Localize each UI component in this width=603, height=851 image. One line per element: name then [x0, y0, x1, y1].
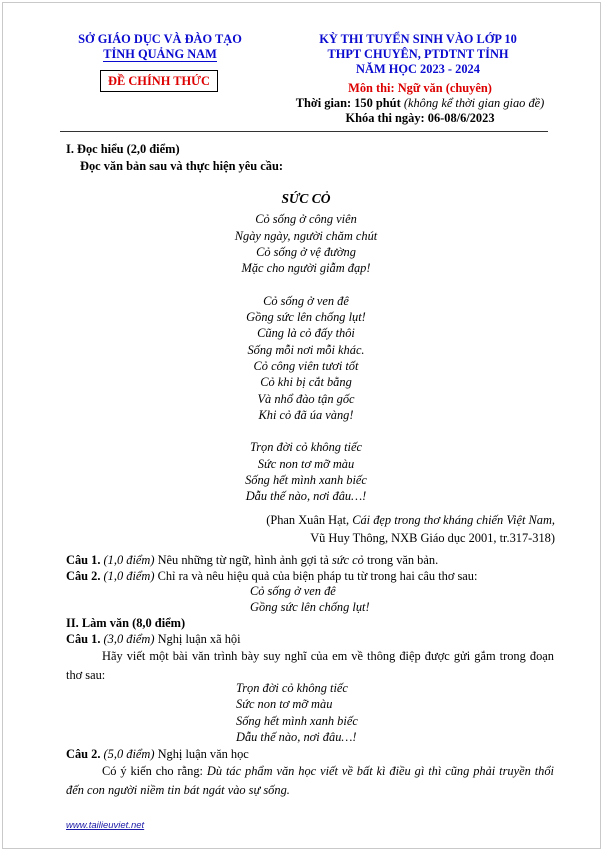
quoted-line: Dẫu thế nào, nơi đâu…!: [236, 729, 357, 744]
poem-line: Cỏ sống ở vệ đường: [256, 244, 356, 259]
poem-line: Ngày ngày, người chăm chút: [234, 228, 378, 243]
poem-line: Khi cỏ đã úa vàng!: [258, 407, 354, 422]
poem-source: [250, 511, 555, 547]
question-label: Câu 2.: [66, 747, 101, 761]
question-points: (1,0 điểm): [103, 553, 155, 567]
part1-question-2: [66, 568, 477, 584]
poem-line: Sống hết mình xanh biếc: [245, 473, 367, 488]
prompt-intro: Có ý kiến cho rằng:: [102, 764, 203, 778]
poem: [60, 191, 552, 505]
poem-line: Mặc cho người giẫm đạp!: [241, 261, 371, 276]
poem-line: Cũng là cỏ đấy thôi: [257, 326, 355, 341]
question-text-end: trong văn bản.: [366, 553, 439, 567]
school-year: NĂM HỌC 2023 - 2024: [356, 62, 480, 76]
question-type: Nghị luận xã hội: [157, 632, 241, 646]
poem-line: Và nhổ đào tận gốc: [257, 391, 355, 406]
part2-question-2-prompt: [66, 762, 554, 800]
poem-line: Sức non tơ mỡ màu: [257, 456, 355, 471]
question-points: (5,0 điểm): [103, 747, 155, 761]
quoted-lines: [250, 583, 370, 616]
question-text: Chỉ ra và nêu hiệu quả của biện pháp tu từ trong hai câu thơ sau:: [157, 569, 478, 583]
poem-line: Dẫu thế nào, nơi đâu…!: [245, 489, 367, 504]
poem-line: Cỏ công viên tươi tốt: [253, 358, 359, 373]
source-book: Cái đẹp trong thơ kháng chiến Việt Nam,: [352, 513, 555, 527]
poem-line: Gồng sức lên chống lụt!: [246, 310, 366, 325]
header-divider: [60, 131, 548, 132]
time-label: Thời gian: 150 phút: [295, 96, 401, 110]
question-points: (1,0 điểm): [103, 569, 155, 583]
part1-instruction: Đọc văn bản sau và thực hiện yêu cầu:: [80, 159, 283, 173]
quoted-line: Sống hết mình xanh biếc: [236, 713, 358, 728]
province-name: TỈNH QUẢNG NAM: [103, 47, 217, 61]
exam-date: Khóa thi ngày: 06-08/6/2023: [345, 111, 495, 125]
quoted-lines: [236, 680, 358, 745]
source-publisher: Vũ Huy Thông, NXB Giáo dục 2001, tr.317-318): [310, 531, 555, 545]
poem-line: Cỏ sống ở ven đê: [263, 293, 349, 308]
part1-question-1: [66, 552, 438, 568]
quoted-line: Cỏ sống ở ven đê: [250, 584, 336, 598]
question-emphasis: sức cỏ: [331, 553, 364, 567]
question-label: Câu 2.: [66, 569, 101, 583]
part2-question-1-prompt: Hãy viết một bài văn trình bày suy nghĩ của em về thông điệp được gửi gắm trong đoạn thơ sau:: [66, 649, 554, 682]
subject: Môn thi: Ngữ văn (chuyên): [348, 81, 492, 95]
part1-heading: I. Đọc hiểu (2,0 điểm): [66, 142, 180, 156]
quoted-line: Trọn đời cỏ không tiếc: [236, 681, 348, 695]
part2-question-2: [66, 746, 249, 762]
header-left: [40, 32, 280, 62]
question-type: Nghị luận văn học: [157, 747, 249, 761]
question-label: Câu 1.: [66, 632, 101, 646]
poem-title: SỨC CỎ: [281, 191, 331, 206]
exam-school: THPT CHUYÊN, PTDTNT TỈNH: [327, 47, 509, 61]
question-label: Câu 1.: [66, 553, 101, 567]
quoted-line: Gồng sức lên chống lụt!: [250, 600, 370, 615]
poem-line: Cỏ khi bị cắt bằng: [260, 375, 352, 390]
header-right: [268, 32, 568, 77]
footer-link[interactable]: www.tailieuviet.net: [66, 820, 145, 831]
prompt-quote: Dù tác phẩm văn học viết về bất kì điều gì thì cũng phải truyền thổi đến con người niềm tin bát ngát vào sự sống.: [66, 764, 554, 797]
department-name: SỞ GIÁO DỤC VÀ ĐÀO TẠO: [78, 32, 242, 46]
exam-title: KỲ THI TUYỂN SINH VÀO LỚP 10: [319, 32, 517, 46]
source-author: (Phan Xuân Hạt,: [266, 513, 353, 527]
quoted-line: Sức non tơ mỡ màu: [236, 697, 333, 712]
official-exam-stamp: ĐỀ CHÍNH THỨC: [100, 70, 218, 92]
poem-line: Sống mỗi nơi mỗi khác.: [247, 342, 365, 357]
exam-info: [270, 81, 570, 126]
poem-line: Cỏ sống ở công viên: [255, 212, 357, 227]
question-points: (3,0 điểm): [103, 632, 155, 646]
part2-question-1: [66, 631, 241, 647]
question-text: Nêu những từ ngữ, hình ảnh gợi tả: [157, 553, 329, 567]
poem-line: Trọn đời cỏ không tiếc: [250, 440, 362, 455]
time-note: (không kể thời gian giao đề): [403, 96, 545, 110]
part2-heading: II. Làm văn (8,0 điểm): [66, 616, 186, 630]
